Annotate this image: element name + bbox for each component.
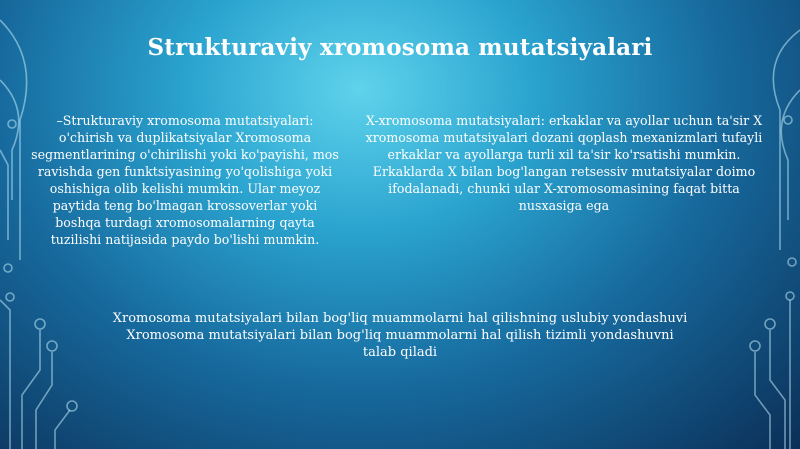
circuit-line: [773, 30, 800, 250]
circuit-node: [8, 120, 16, 128]
slide-title: Strukturaviy xromosoma mutatsiyalari: [147, 34, 653, 61]
circuit-line: [755, 352, 770, 449]
circuit-node: [4, 264, 12, 272]
circuit-line: [0, 80, 19, 200]
circuit-node: [67, 401, 77, 411]
circuit-line: [36, 352, 52, 449]
circuit-line: [0, 150, 8, 240]
bottom-text-block: Xromosoma mutatsiyalari bilan bog'liq muammolarni hal qilishning uslubiy yondashuvi Xromosoma mutatsiyalari bilan bog'liq muammolarni hal qilish tizimli yondashuvni talab qiladi: [112, 311, 688, 360]
circuit-node: [786, 292, 794, 300]
circuit-node: [784, 116, 792, 124]
circuit-line: [55, 410, 70, 449]
circuit-line: [781, 90, 800, 220]
circuit-node: [6, 293, 14, 301]
circuit-node: [35, 319, 45, 329]
circuit-node: [788, 258, 796, 266]
left-text-block: –Strukturaviy xromosoma mutatsiyalari: o'chirish va duplikatsiyalar Xromosoma segmentlarining o'chirilishi yoki ko'payishi, mos ravishda gen funktsiyasining yo'qolishiga yoki oshishiga olib kelishi mumkin. Ular meyoz paytida teng bo'lmagan krossoverlar yoki boshqa turdagi xromosomalarning qayta tuzilishi natijasida paydo bo'lishi mumkin.: [31, 113, 339, 247]
right-text-block: X-xromosoma mutatsiyalari: erkaklar va ayollar uchun ta'sir X xromosoma mutatsiyalari dozani qoplash mexanizmlari tufayli erkaklar va ayollarga turli xil ta'sir ko'rsatishi mumkin. Erkaklarda X bilan bog'langan retsessiv mutatsiyalar doimo ifodalanadi, chunki ular X-xromosomasining faqat bitta nusxasiga ega: [365, 113, 763, 213]
circuit-line: [770, 330, 785, 449]
circuit-line: [0, 300, 10, 449]
circuit-line: [22, 330, 40, 449]
circuit-node: [47, 341, 57, 351]
circuit-node: [750, 341, 760, 351]
circuit-node: [765, 319, 775, 329]
